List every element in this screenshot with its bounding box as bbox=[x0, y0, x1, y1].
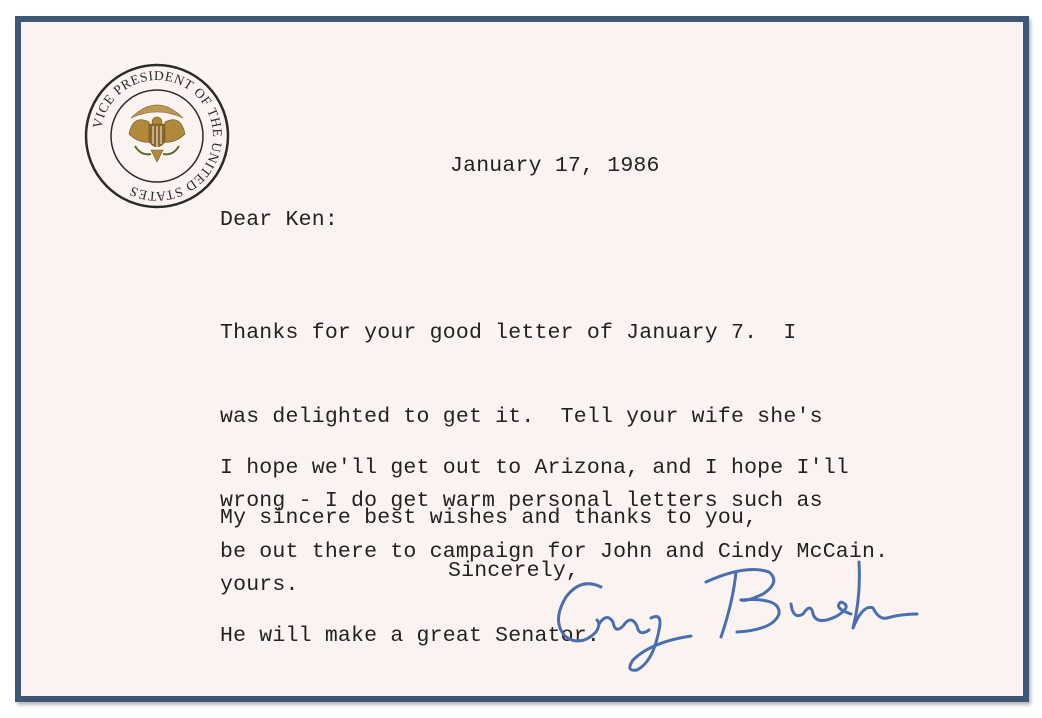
paragraph-1-line: wrong - I do get warm personal letters such as bbox=[220, 489, 823, 513]
paragraph-1-line: was delighted to get it. Tell your wife she's bbox=[220, 405, 823, 429]
salutation: Dear Ken: bbox=[220, 208, 338, 232]
vice-president-seal bbox=[83, 62, 231, 210]
closing-line: My sincere best wishes and thanks to you, bbox=[220, 506, 758, 530]
paragraph-2-line: He will make a great Senator. bbox=[220, 624, 600, 648]
handwritten-signature bbox=[541, 542, 921, 682]
paragraph-2-line: I hope we'll get out to Arizona, and I hope I'll bbox=[220, 456, 849, 480]
paragraph-2-line: be out there to campaign for John and Cindy McCain. bbox=[220, 540, 889, 564]
paragraph-1-line: Thanks for your good letter of January 7. I bbox=[220, 321, 797, 345]
letter-card bbox=[15, 16, 1029, 702]
seal-legend: VICE PRESIDENT OF THE UNITED STATES bbox=[89, 67, 226, 205]
signoff: Sincerely, bbox=[448, 559, 580, 583]
eagle-icon bbox=[129, 105, 185, 162]
letter-date: January 17, 1986 bbox=[450, 154, 660, 178]
paragraph-1-line: yours. bbox=[220, 573, 299, 597]
